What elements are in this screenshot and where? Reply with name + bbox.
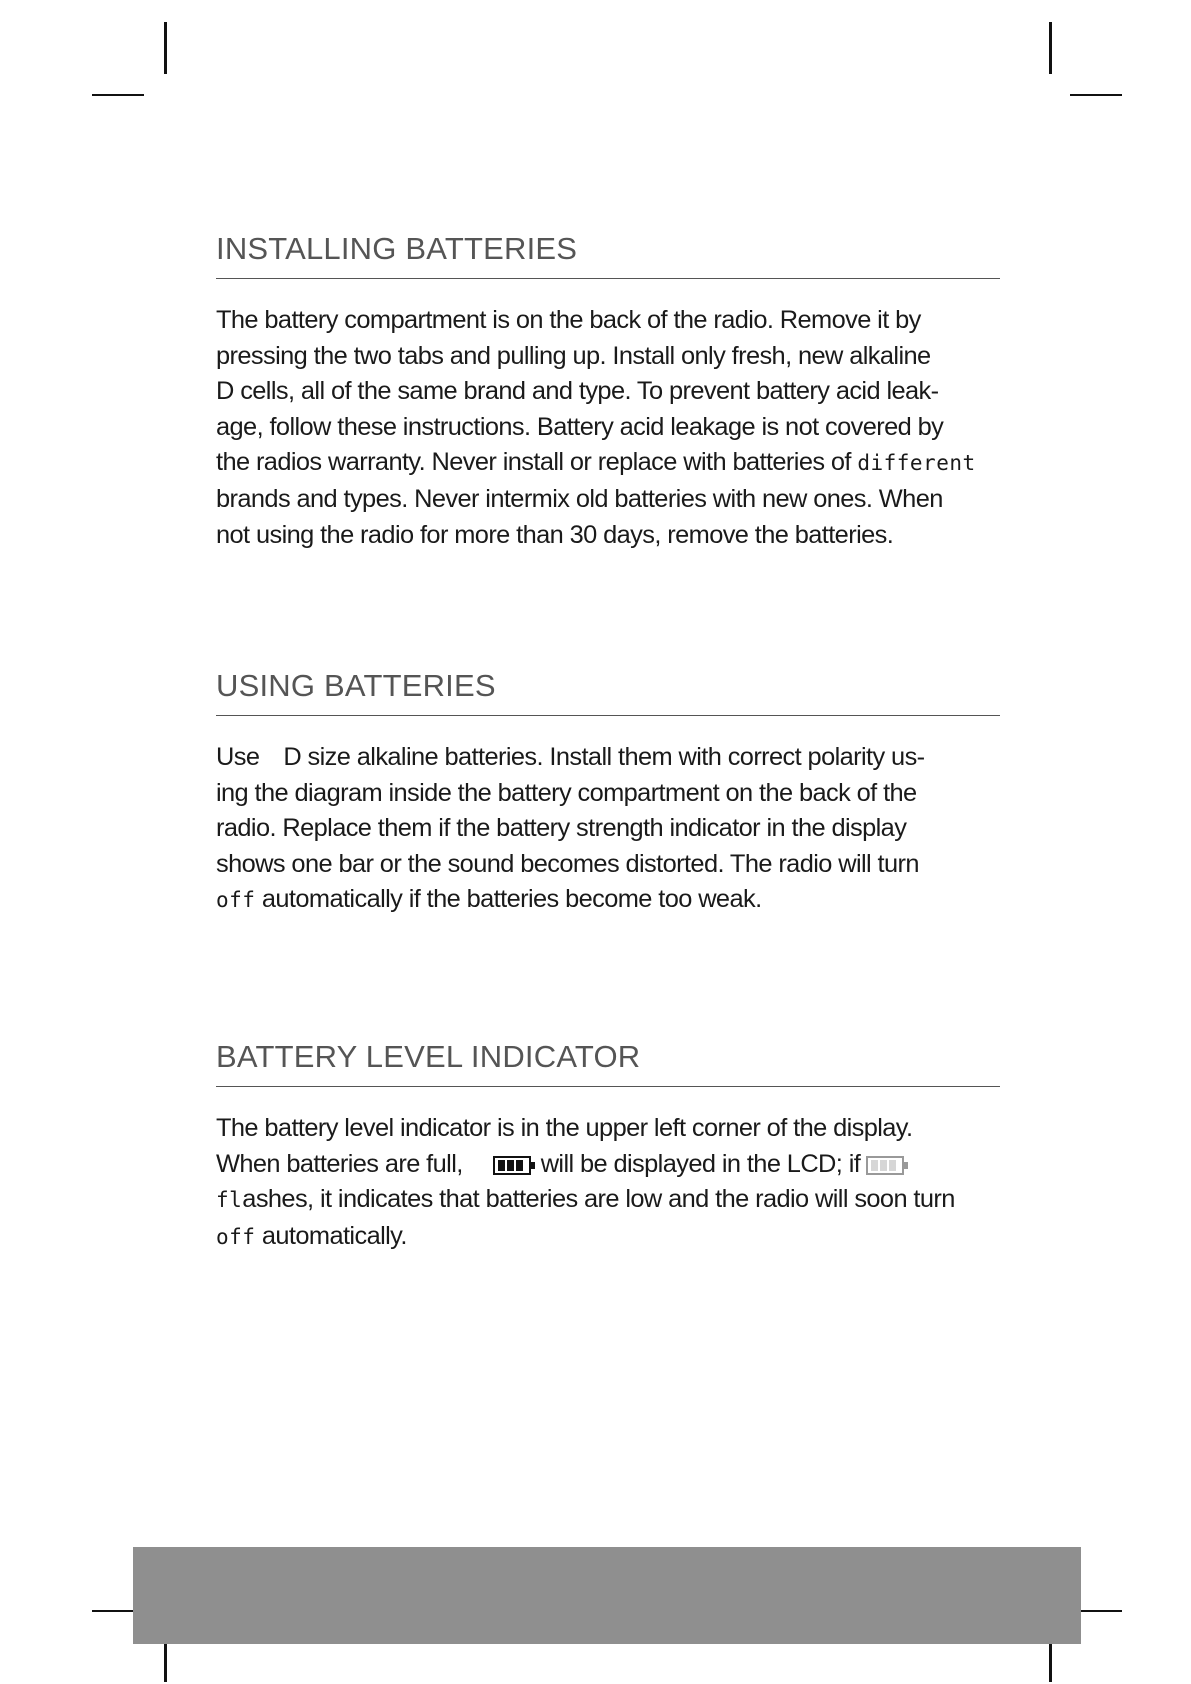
paragraph-text: automatically. [255,1221,407,1250]
using-batteries-paragraph [216,740,1000,919]
crop-mark-top-right-vertical [1049,22,1052,74]
paragraph-line [216,882,1000,919]
battery-level-indicator-paragraph [216,1111,1000,1255]
paragraph-line [216,740,1000,776]
battery-full-icon [493,1156,531,1175]
paragraph-line [216,445,1000,482]
paragraph-line [216,1219,1000,1256]
using-batteries-section [216,670,1000,919]
installing-batteries-heading: INSTALLING BATTERIES [216,233,1000,279]
paragraph-line: ing the diagram inside the battery compartment on the back of the [216,778,917,807]
crop-mark-top-right-horizontal [1070,94,1122,96]
paragraph-line: age, follow these instructions. Battery acid leakage is not covered by [216,412,944,441]
lcd-word-off: off [216,888,256,913]
paragraph-line: shows one bar or the sound becomes distorted. The radio will turn [216,849,919,878]
lcd-word-off: off [216,1224,256,1249]
paragraph-text: ashes, it indicates that batteries are low and the radio will soon turn [242,1185,955,1214]
paragraph-line [216,1147,1000,1183]
battery-level-indicator-heading: BATTERY LEVEL INDICATOR [216,1041,1000,1087]
battery-empty-icon [866,1156,904,1175]
paragraph-line: not using the radio for more than 30 days, remove the batteries. [216,520,894,549]
paragraph-text: When batteries are full, [216,1149,463,1178]
battery-level-indicator-section [216,1041,1000,1255]
crop-mark-top-left-horizontal [92,94,144,96]
paragraph-text: automatically if the batteries become too weak. [255,885,762,914]
installing-batteries-section [216,233,1000,553]
paragraph-text: Use [216,743,260,771]
paragraph-text: will be displayed in the LCD; if [540,1149,861,1178]
footer-bar [133,1547,1081,1644]
paragraph-line: pressing the two tabs and pulling up. Install only fresh, new alkaline [216,341,931,370]
crop-mark-top-left-vertical [164,22,167,74]
paragraph-text: the radios warranty. Never install or replace with batteries of [216,448,858,477]
paragraph-line: The battery compartment is on the back of the radio. Remove it by [216,306,921,334]
paragraph-line [216,1182,1000,1219]
lcd-word-different: different [857,451,976,476]
paragraph-line: The battery level indicator is in the upper left corner of the display. [216,1114,913,1142]
installing-batteries-paragraph [216,303,1000,553]
using-batteries-heading: USING BATTERIES [216,670,1000,716]
lcd-word-fl: fl [216,1188,243,1213]
paragraph-text: D size alkaline batteries. Install them with correct polarity us- [283,743,925,771]
paragraph-line: radio. Replace them if the battery strength indicator in the display [216,814,907,843]
paragraph-line: brands and types. Never intermix old batteries with new ones. When [216,484,943,513]
paragraph-line: D cells, all of the same brand and type. To prevent battery acid leak- [216,377,939,406]
